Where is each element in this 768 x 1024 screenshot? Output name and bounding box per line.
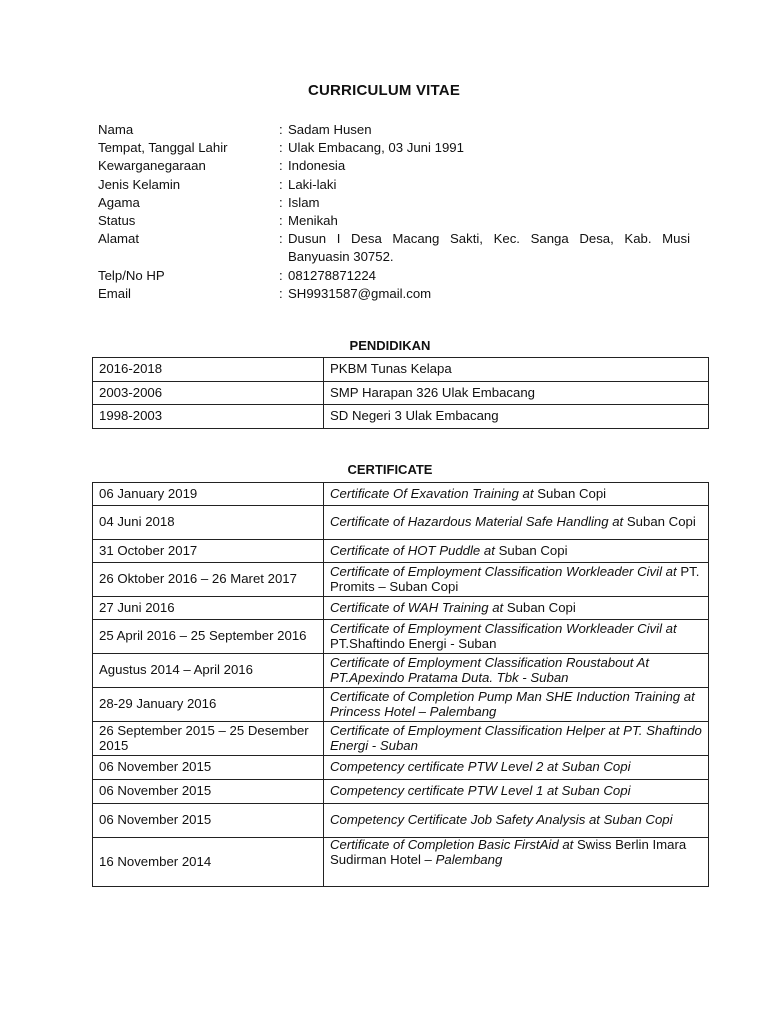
education-years: 1998-2003 [93,405,324,429]
info-colon: : [279,285,283,301]
certificate-text: Suban Copi [537,485,607,501]
info-value: Islam [288,194,320,210]
info-value: Menikah [288,213,338,229]
certificate-description [324,597,709,620]
certificate-date: 26 Oktober 2016 – 26 Maret 2017 [93,563,324,597]
info-colon: : [279,267,283,283]
info-colon: : [279,194,283,210]
info-label: Status [98,213,136,229]
certificate-date: 28-29 January 2016 [93,688,324,722]
certificate-text: Certificate of Employment Classification Workleader Civil at [330,564,681,579]
education-heading: PENDIDIKAN [349,338,431,353]
info-label: Email [98,285,131,301]
certificate-text: Swiss Berlin Imara Sudirman Hotel – [330,837,687,867]
certificate-text: PT. Promits – Suban Copi [330,564,700,594]
info-label: Kewarganegaraan [98,158,206,174]
certificate-description [324,722,709,756]
certificate-date: 31 October 2017 [93,540,324,563]
certificate-text: Competency Certificate Job Safety Analysis at Suban Copi [330,812,673,828]
info-colon: : [279,140,283,156]
certificate-date: 25 April 2016 – 25 September 2016 [93,620,324,654]
certificate-date: 26 September 2015 – 25 Desember 2015 [93,722,324,756]
certificate-heading: CERTIFICATE [347,462,433,477]
certificate-text: Certificate of WAH Training at [330,599,507,615]
certificate-date: 16 November 2014 [93,838,324,887]
certificate-description [324,838,709,887]
info-value: Sadam Husen [288,122,372,137]
certificate-date: 06 November 2015 [93,780,324,804]
info-label: Tempat, Tanggal Lahir [98,140,228,156]
info-row [98,139,690,157]
certificate-row [93,483,709,506]
info-label: Nama [98,122,134,137]
info-row [98,230,690,266]
education-row [93,358,709,382]
certificate-text: Certificate of Employment Classification Workleader Civil at [330,621,677,636]
certificate-row [93,597,709,620]
info-row [98,212,690,230]
info-value: SH9931587@gmail.com [288,285,432,301]
certificate-description [324,756,709,780]
info-row [98,285,690,303]
info-row [98,121,690,139]
certificate-text: Palembang [435,851,503,867]
certificate-text: Certificate of HOT Puddle at [330,542,499,558]
info-row [98,267,690,285]
certificate-text: PT.Shaftindo Energi - Suban [330,635,497,651]
info-value: Indonesia [288,158,346,174]
certificate-description [324,780,709,804]
education-row [93,381,709,405]
info-colon: : [279,122,283,137]
certificate-date: 27 Juni 2016 [93,597,324,620]
certificate-date: 06 November 2015 [93,804,324,838]
personal-info [98,121,690,303]
education-school: SMP Harapan 326 Ulak Embacang [324,381,709,405]
certificate-description [324,654,709,688]
certificate-text: Certificate of Employment Classification Roustabout At PT.Apexindo Pratama Duta. Tbk - Suban [330,655,650,685]
info-label: Telp/No HP [98,267,165,283]
certificate-date: 06 November 2015 [93,756,324,780]
info-value: Ulak Embacang, 03 Juni 1991 [288,140,464,156]
certificate-row [93,688,709,722]
certificate-text: Certificate Of Exavation Training at [330,485,538,501]
certificate-row [93,620,709,654]
info-row [98,194,690,212]
info-colon: : [279,176,283,192]
certificate-date: 06 January 2019 [93,483,324,506]
certificate-description [324,688,709,722]
certificate-date: Agustus 2014 – April 2016 [93,654,324,688]
certificate-row [93,804,709,838]
certificate-row [93,722,709,756]
education-school: PKBM Tunas Kelapa [324,358,709,382]
certificate-text: Certificate of Completion Pump Man SHE Induction Training at Princess Hotel – Palembang [330,689,695,719]
certificate-text: Certificate of Employment Classification Helper at PT. Shaftindo Energi - Suban [330,723,702,753]
certificate-row [93,506,709,540]
education-table [92,357,709,429]
info-label: Jenis Kelamin [98,176,181,192]
info-row [98,176,690,194]
education-school: SD Negeri 3 Ulak Embacang [324,405,709,429]
certificate-table [92,482,709,887]
certificate-row [93,756,709,780]
certificate-text: Certificate of Hazardous Material Safe Handling at [330,514,627,530]
info-value: 081278871224 [288,267,377,283]
info-value: Laki-laki [288,176,337,192]
info-row [98,157,690,175]
certificate-text: Certificate of Completion Basic FirstAid at [330,837,577,852]
certificate-row [93,838,709,887]
info-label: Agama [98,194,140,210]
certificate-description [324,620,709,654]
certificate-text: Competency certificate PTW Level 2 at Suban Copi [330,759,631,775]
certificate-text: Suban Copi [626,514,696,530]
certificate-text: Suban Copi [498,542,568,558]
certificate-row [93,654,709,688]
certificate-date: 04 Juni 2018 [93,506,324,540]
certificate-text: Suban Copi [506,599,576,615]
page-title: CURRICULUM VITAE [307,82,461,99]
certificate-description [324,506,709,540]
certificate-text: Competency certificate PTW Level 1 at Suban Copi [330,783,631,799]
certificate-description [324,483,709,506]
certificate-row [93,540,709,563]
info-colon: : [279,231,283,247]
education-years: 2016-2018 [93,358,324,382]
education-years: 2003-2006 [93,381,324,405]
certificate-row [93,780,709,804]
info-colon: : [279,158,283,174]
certificate-description [324,540,709,563]
certificate-description [324,563,709,597]
certificate-description [324,804,709,838]
info-value: Dusun I Desa Macang Sakti, Kec. Sanga Desa, Kab. Musi Banyuasin 30752. [288,231,690,265]
education-row [93,405,709,429]
info-label: Alamat [98,231,140,247]
certificate-row [93,563,709,597]
info-colon: : [279,213,283,229]
